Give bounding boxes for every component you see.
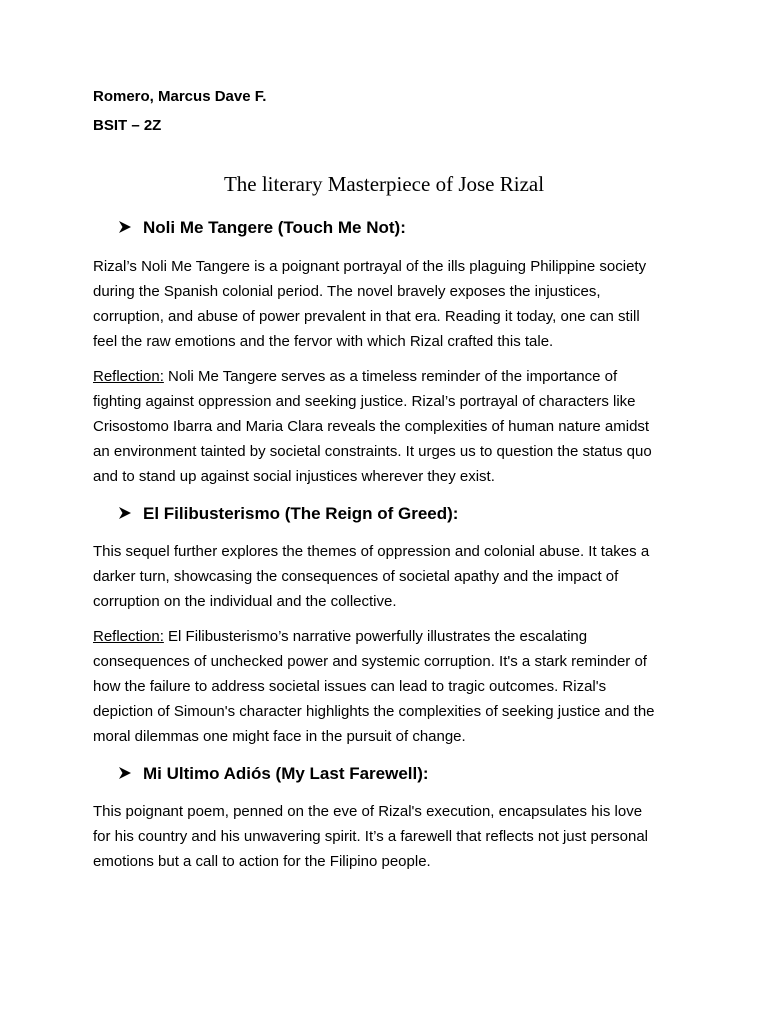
paragraph-line: corruption on the individual and the collective.: [93, 593, 397, 610]
paragraph-line: for his country and his unwavering spirit. It’s a farewell that reflects not just personal: [93, 828, 648, 845]
section-heading-fili: [118, 503, 458, 526]
arrow-bullet-icon: [118, 504, 132, 526]
document-title: The literary Masterpiece of Jose Rizal: [223, 172, 545, 196]
paragraph-line: [93, 624, 683, 649]
paragraph-line: This sequel further explores the themes of oppression and colonial abuse. It takes a: [93, 543, 650, 560]
paragraph-line: how the failure to address societal issues can lead to tragic outcomes. Rizal's: [93, 678, 607, 695]
author-section: BSIT – 2Z: [93, 117, 162, 134]
paragraph-line: during the Spanish colonial period. The novel bravely exposes the injustices,: [93, 283, 601, 300]
section-reflection-noli: [93, 364, 683, 489]
paragraph-line: depiction of Simoun's character highlights the complexities of seeking justice and the: [93, 703, 655, 720]
arrow-bullet-icon: [118, 218, 132, 240]
paragraph-line: emotions but a call to action for the Filipino people.: [93, 853, 431, 870]
paragraph-line: and to stand up against social injustices wherever they exist.: [93, 468, 495, 485]
section-heading-text: Noli Me Tangere (Touch Me Not):: [143, 218, 406, 237]
reflection-text: Noli Me Tangere serves as a timeless reminder of the importance of: [163, 368, 618, 385]
section-summary-fili: [93, 539, 683, 614]
reflection-text: El Filibusterismo’s narrative powerfully illustrates the escalating: [163, 628, 588, 645]
section-summary-noli: [93, 254, 683, 354]
paragraph-line: corruption, and abuse of power prevalent in that era. Reading it today, one can still: [93, 308, 640, 325]
paragraph-line: Crisostomo Ibarra and Maria Clara reveals the complexities of human nature amidst: [93, 418, 650, 435]
section-heading-text: El Filibusterismo (The Reign of Greed):: [143, 504, 459, 523]
paragraph-line: darker turn, showcasing the consequences of societal apathy and the impact of: [93, 568, 619, 585]
section-summary-adios: [93, 799, 683, 874]
paragraph-line: fighting against oppression and seeking justice. Rizal’s portrayal of characters like: [93, 393, 636, 410]
section-heading-adios: [118, 763, 429, 786]
paragraph-line: This poignant poem, penned on the eve of Rizal's execution, encapsulates his love: [93, 803, 643, 820]
section-heading-text: Mi Ultimo Adiós (My Last Farewell):: [143, 764, 429, 783]
paragraph-line: an environment tainted by societal constraints. It urges us to question the status quo: [93, 443, 652, 460]
paragraph-line: feel the raw emotions and the fervor with which Rizal crafted this tale.: [93, 333, 554, 350]
paragraph-line: consequences of unchecked power and systemic corruption. It's a stark reminder of: [93, 653, 647, 670]
paragraph-line: moral dilemmas one might face in the pursuit of change.: [93, 728, 466, 745]
paragraph-line: [93, 364, 683, 389]
paragraph-line: Rizal’s Noli Me Tangere is a poignant portrayal of the ills plaguing Philippine society: [93, 258, 647, 275]
reflection-label: Reflection:: [93, 628, 164, 645]
author-name: Romero, Marcus Dave F.: [93, 88, 267, 105]
arrow-bullet-icon: [118, 764, 132, 786]
section-reflection-fili: [93, 624, 683, 749]
reflection-label: Reflection:: [93, 368, 164, 385]
section-heading-noli: [118, 217, 406, 240]
